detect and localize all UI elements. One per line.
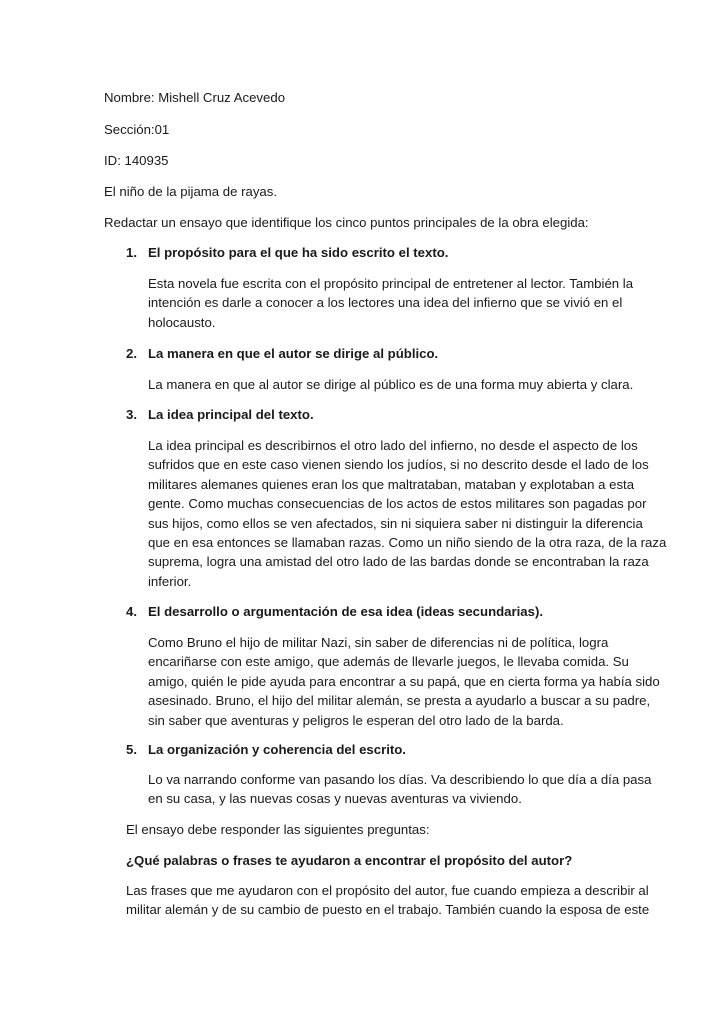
point-heading: La manera en que el autor se dirige al público. bbox=[148, 346, 439, 361]
body-line: asesinado. Bruno, el hijo del militar alemán, se presta a ayudarlo a buscar a su padre, bbox=[148, 693, 651, 709]
body-line: suprema, logra una amistad del otro lado de las bardas donde se encontraban la raza bbox=[148, 554, 649, 570]
body-line: que en esa entonces se llamaban razas. Como un niño siendo de la otra raza, de la raza bbox=[148, 534, 667, 550]
point-body bbox=[148, 633, 660, 730]
question-heading: ¿Qué palabras o frases te ayudaron a encontrar el propósito del autor? bbox=[126, 853, 573, 868]
point-body bbox=[148, 436, 667, 591]
point-heading: El propósito para el que ha sido escrito el texto. bbox=[148, 245, 449, 260]
body-line: inferior. bbox=[148, 573, 192, 589]
section-line: Sección:01 bbox=[104, 122, 170, 137]
body-line: amigo, quién le pide ayuda para encontrar a su papá, que en cierta forma ya había sido bbox=[148, 673, 660, 689]
body-line: La manera en que al autor se dirige al público es de una forma muy abierta y clara. bbox=[148, 377, 634, 392]
questions-intro: El ensayo debe responder las siguientes preguntas: bbox=[126, 822, 430, 837]
body-line: intención es darle a conocer a los lectores una idea del infierno que se vivió en el bbox=[148, 295, 623, 311]
body-line: Como Bruno el hijo de militar Nazi, sin saber de diferencias ni de política, logra bbox=[148, 635, 609, 650]
body-line: en su casa, y las nuevas cosas y nuevas aventuras va viviendo. bbox=[148, 791, 522, 807]
body-line: La idea principal es describirnos el otro lado del infierno, no desde el aspecto de los bbox=[148, 438, 638, 453]
body-line: sus hijos, como ellos se ven afectados, sin ni siquiera saber ni distinguir la diferencia bbox=[148, 515, 643, 531]
body-line: Esta novela fue escrita con el propósito principal de entretener al lector. También la bbox=[148, 276, 634, 291]
assignment-instruction: Redactar un ensayo que identifique los cinco puntos principales de la obra elegida: bbox=[104, 215, 589, 230]
body-line: gente. Como muchas consecuencias de los actos de estos militares son pagadas por bbox=[148, 496, 647, 512]
point-number: 1. bbox=[126, 245, 137, 260]
answer-line: militar alemán y de su cambio de puesto en el trabajo. También cuando la esposa de este bbox=[126, 902, 650, 918]
body-line: sufridos que en este caso vienen siendo los judíos, si no descrito desde el lado de los bbox=[148, 457, 649, 473]
point-heading: La organización y coherencia del escrito. bbox=[148, 742, 406, 757]
body-line: sin saber que aventuras y peligros le esperan del otro lado de la barda. bbox=[148, 712, 564, 728]
body-line: encariñarse con este amigo, que además de llevarle juegos, le llevaba comida. Su bbox=[148, 654, 629, 670]
point-number: 3. bbox=[126, 407, 137, 422]
point-number: 2. bbox=[126, 346, 137, 361]
body-line: Lo va narrando conforme van pasando los días. Va describiendo lo que día a día pasa bbox=[148, 772, 652, 787]
point-body bbox=[148, 375, 648, 394]
point-number: 5. bbox=[126, 742, 137, 757]
student-name: Nombre: Mishell Cruz Acevedo bbox=[104, 90, 286, 105]
id-line: ID: 140935 bbox=[104, 153, 169, 168]
body-line: holocausto. bbox=[148, 314, 216, 330]
book-title: El niño de la pijama de rayas. bbox=[104, 184, 278, 199]
answer-body bbox=[126, 881, 649, 920]
point-number: 4. bbox=[126, 604, 137, 619]
point-heading: El desarrollo o argumentación de esa idea (ideas secundarias). bbox=[148, 604, 544, 619]
point-body bbox=[148, 274, 648, 332]
body-line: militares alemanes quienes eran los que maltrataban, mataban y explotaban a esta bbox=[148, 476, 635, 492]
point-body bbox=[148, 770, 652, 809]
answer-line: Las frases que me ayudaron con el propósito del autor, fue cuando empieza a describir al bbox=[126, 883, 649, 898]
point-heading: La idea principal del texto. bbox=[148, 407, 314, 422]
